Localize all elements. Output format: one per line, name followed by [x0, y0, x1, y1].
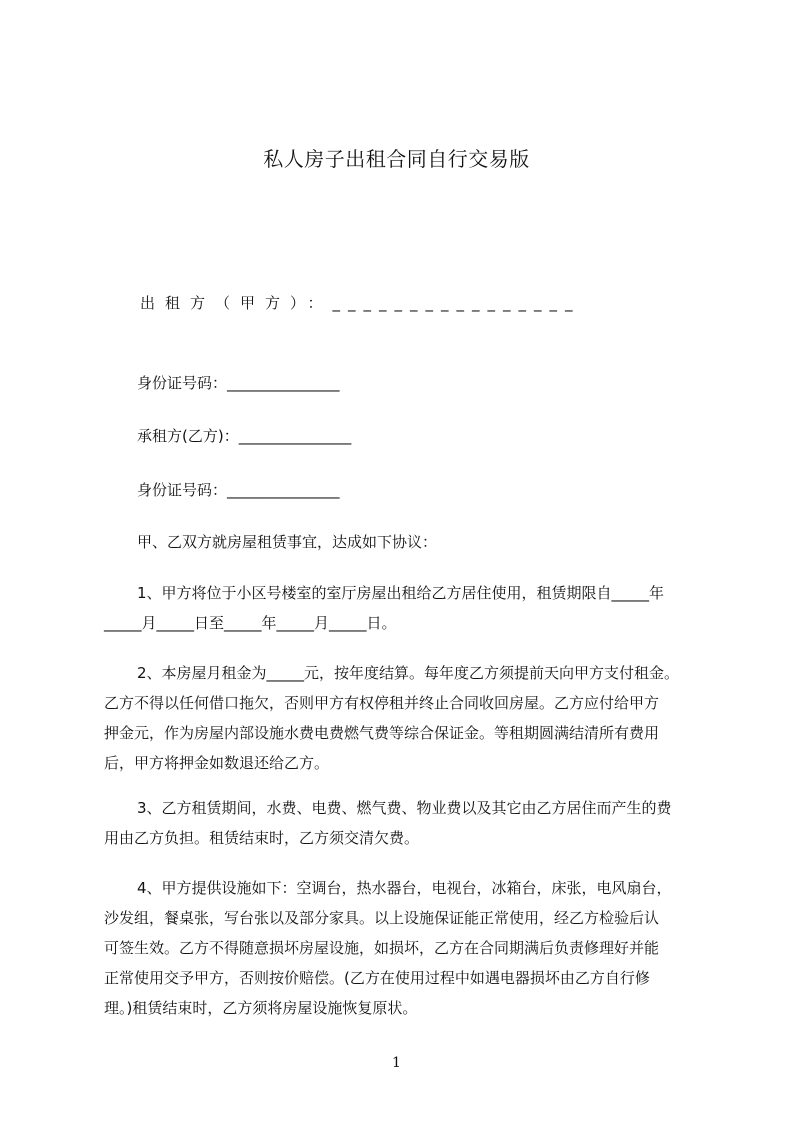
lessor-label: 出租方（甲方）：: [140, 294, 333, 312]
document-title: 私人房子出租合同自行交易版: [263, 147, 530, 171]
clause-4-line: 正常使用交予甲方，否则按价赔偿。(乙方在使用过程中如遇电器损坏由乙方自行修: [104, 969, 650, 987]
lessee-line: 承租方(乙方)：_______________: [137, 427, 352, 445]
clause-4-line: 可签生效。乙方不得随意损坏房屋设施，如损坏，乙方在合同期满后负责修理好并能: [104, 939, 660, 957]
clause-2-line: 2、本房屋月租金为_____元，按年度结算。每年度乙方须提前天向甲方支付租金。: [137, 664, 680, 682]
party-b-id-line: 身份证号码：_______________: [137, 481, 340, 499]
page-number: 1: [392, 1055, 401, 1071]
lessor-line: [140, 288, 581, 318]
clause-3-line: 3、乙方租赁期间，水费、电费、燃气费、物业费以及其它由乙方居住而产生的费: [137, 799, 672, 817]
clause-4-line: 4、甲方提供设施如下：空调台，热水器台，电视台，冰箱台，床张，电风扇台，: [137, 879, 672, 897]
clause-3-line: 用由乙方负担。租赁结束时，乙方须交清欠费。: [104, 829, 420, 847]
clause-2-line: 乙方不得以任何借口拖欠，否则甲方有权停租并终止合同收回房屋。乙方应付给甲方: [104, 694, 660, 712]
clause-3: [104, 793, 704, 853]
clause-1-line: 1、甲方将位于小区号楼室的室厅房屋出租给乙方居住使用，租赁期限自_____年: [137, 584, 665, 602]
party-a-id-line: 身份证号码：_______________: [137, 374, 340, 392]
clause-2-line: 后，甲方将押金如数退还给乙方。: [104, 754, 330, 772]
clause-1-line: _____月_____日至_____年_____月_____日。: [104, 614, 397, 632]
clause-1: [104, 578, 704, 638]
clause-4: [104, 873, 704, 1023]
clause-4-line: 沙发组，餐桌张，写台张以及部分家具。以上设施保证能正常使用，经乙方检验后认: [104, 909, 660, 927]
intro-line: 甲、乙双方就房屋租赁事宜，达成如下协议：: [137, 533, 438, 551]
clause-4-line: 理。)租赁结束时，乙方须将房屋设施恢复原状。: [104, 999, 418, 1017]
clause-2: [104, 658, 704, 778]
lessor-blank: ________________: [332, 294, 581, 312]
clause-2-line: 押金元，作为房屋内部设施水费电费燃气费等综合保证金。等租期圆满结清所有费用: [104, 724, 660, 742]
